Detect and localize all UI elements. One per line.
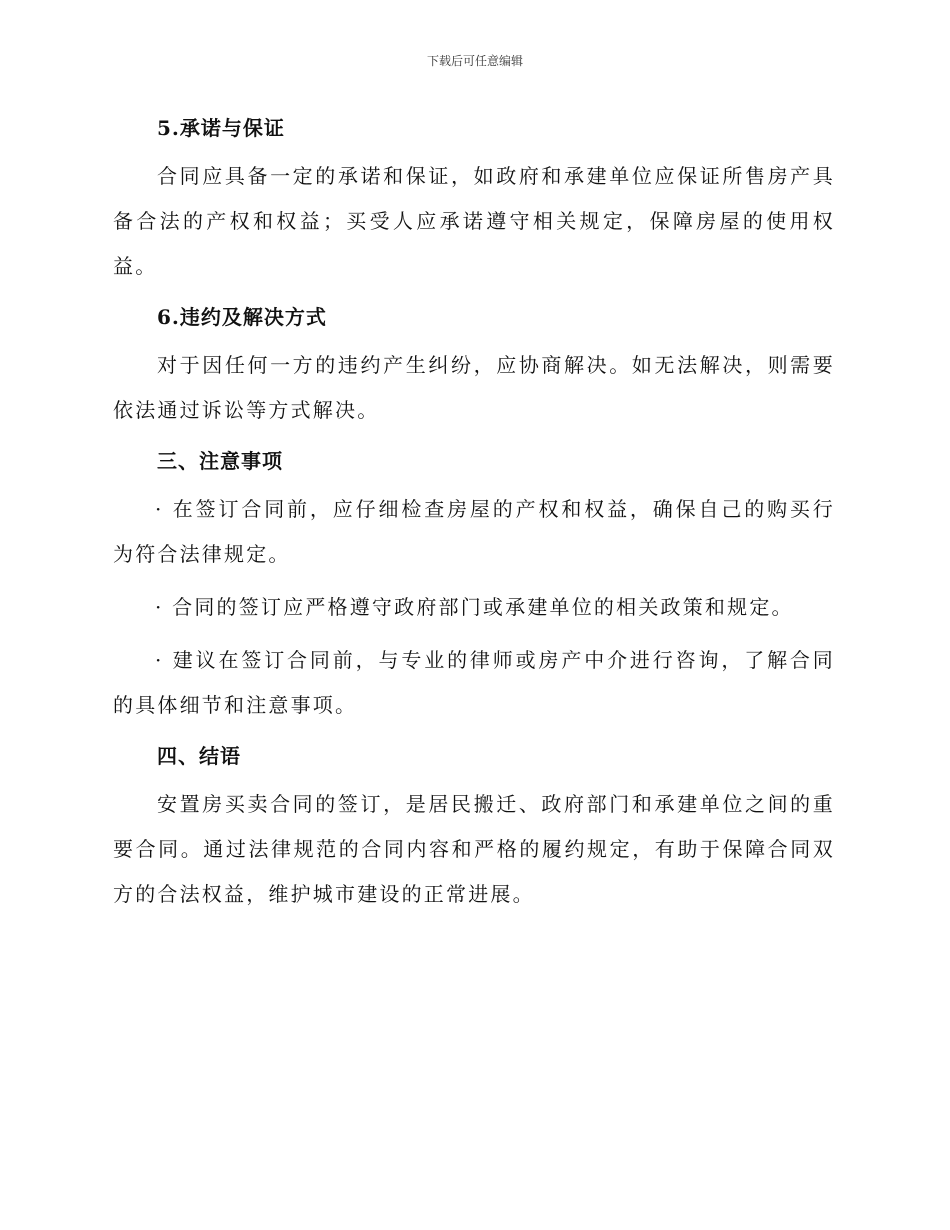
section-paragraph-conclusion: 安置房买卖合同的签订，是居民搬迁、政府部门和承建单位之间的重要合同。通过法律规范的合同内容和严格的履约规定，有助于保障合同双方的合法权益，维护城市建设的正常进展。 — [113, 792, 835, 906]
section-heading-conclusion: 四、结语 — [157, 744, 241, 768]
section-heading-breach: 6.违约及解决方式 — [157, 305, 327, 329]
section-heading-commitment: 5.承诺与保证 — [157, 116, 285, 140]
section-heading-notes: 三、注意事项 — [157, 449, 283, 473]
document-body — [113, 108, 835, 925]
bullet-item: · 建议在签订合同前，与专业的律师或房产中介进行咨询，了解合同的具体细节和注意事项。 — [113, 648, 835, 717]
bullet-item: · 合同的签订应严格遵守政府部门或承建单位的相关政策和规定。 — [155, 595, 794, 619]
section-paragraph-commitment: 合同应具备一定的承诺和保证，如政府和承建单位应保证所售房产具备合法的产权和权益；买受人应承诺遵守相关规定，保障房屋的使用权益。 — [113, 164, 835, 278]
section-paragraph-breach: 对于因任何一方的违约产生纠纷，应协商解决。如无法解决，则需要依法通过诉讼等方式解决。 — [113, 353, 835, 422]
page-header: 下载后可任意编辑 — [426, 54, 523, 68]
bullet-item: · 在签订合同前，应仔细检查房屋的产权和权益，确保自己的购买行为符合法律规定。 — [113, 497, 835, 566]
